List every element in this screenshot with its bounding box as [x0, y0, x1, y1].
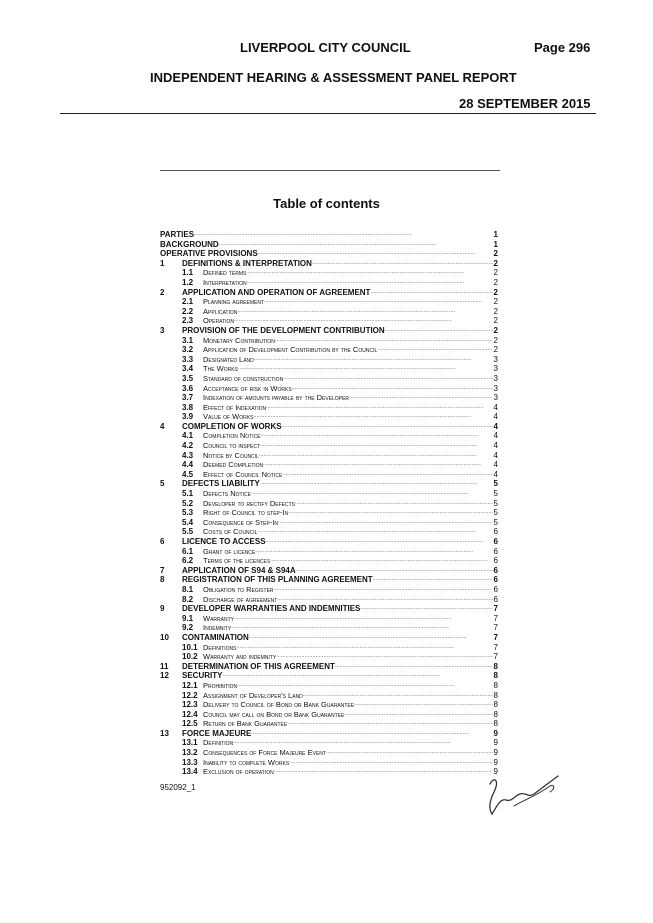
toc-entry-page: 4 [493, 450, 498, 460]
toc-entry-number: 3.1 [182, 335, 194, 345]
toc-entry-title: Terms of the licences [203, 556, 271, 566]
toc-leader-dots [274, 765, 493, 777]
document-reference: 952092_1 [160, 783, 196, 792]
toc-entry-title: Grant of licence [203, 546, 256, 556]
toc-entry-number: 12.2 [182, 690, 198, 700]
toc-entry-number: 1 [160, 258, 165, 268]
toc-entry-title: APPLICATION OF S94 & S94A [182, 565, 296, 575]
toc-entry-number: 3.8 [182, 402, 194, 412]
toc-entry-number: 12 [160, 671, 169, 681]
toc-entry-title: Notice by Council [203, 450, 259, 460]
toc-entry-number: 1.2 [182, 277, 194, 287]
toc-entry-title: Consequence of Step-In [203, 517, 279, 527]
toc-entry-number: 9 [160, 604, 165, 614]
toc-entry-page: 9 [493, 757, 498, 767]
toc-entry-number: 10.2 [182, 652, 198, 662]
toc-entry-page: 7 [493, 632, 498, 642]
toc-entry-number: 9.2 [182, 623, 194, 633]
toc-entry-title: Assignment of Developer's Land [203, 690, 303, 700]
toc-entry-title: Return of Bank Guarantee [203, 719, 288, 729]
toc-entry-title: DEVELOPER WARRANTIES AND INDEMNITIES [182, 604, 361, 614]
toc-entry-number: 3.3 [182, 354, 194, 364]
toc-entry-title: Definitions [203, 642, 237, 652]
toc-entry-number: 4.1 [182, 431, 194, 441]
toc-entry-title: COMPLETION OF WORKS [182, 421, 282, 431]
toc-entry-page: 7 [493, 642, 498, 652]
toc-entry-page: 3 [493, 364, 498, 374]
toc-entry-page: 4 [493, 460, 498, 470]
toc-entry-number: 8.1 [182, 584, 194, 594]
toc-title: Table of contents [273, 196, 380, 211]
toc-entry-title: DETERMINATION OF THIS AGREEMENT [182, 661, 335, 671]
toc-entry-number: 13.2 [182, 748, 198, 758]
toc-entry-title: REGISTRATION OF THIS PLANNING AGREEMENT [182, 575, 373, 585]
toc-entry-number: 4.2 [182, 441, 194, 451]
toc-entry-page: 9 [493, 748, 498, 758]
toc-entry-title: Application of Development Contribution by the Council [203, 345, 378, 355]
toc-entry-page: 5 [493, 517, 498, 527]
toc-entry-page: 2 [493, 325, 498, 335]
toc-entry-page: 6 [493, 537, 498, 546]
toc-entry-page: 5 [493, 479, 498, 489]
toc-entry-page: 6 [493, 575, 498, 585]
toc-entry-page: 2 [493, 297, 498, 307]
toc-entry-number: 3.2 [182, 345, 194, 355]
toc-entry-page: 5 [493, 489, 498, 499]
toc-entry-page: 3 [493, 393, 498, 403]
toc-entry-page: 4 [493, 469, 498, 479]
toc-entry-page: 8 [493, 700, 498, 710]
toc-entry-page: 9 [493, 767, 498, 777]
toc-entry-page: 2 [493, 268, 498, 278]
toc-entry-title: Deemed Completion [203, 460, 264, 470]
toc-entry-number: 9.1 [182, 613, 194, 623]
toc-entry-title: Warranty [203, 613, 234, 623]
toc-entry-number: 10 [160, 632, 169, 642]
toc-entry-title: CONTAMINATION [182, 632, 249, 642]
toc-entry-title: Council to inspect [203, 441, 260, 451]
toc-entry-number: 6.2 [182, 556, 194, 566]
toc-entry-number: 3.7 [182, 393, 194, 403]
toc-entry-title: Value of Works [203, 412, 254, 422]
toc-entry-title: Right of Council to step-In [203, 508, 289, 518]
toc-entry-title: APPLICATION AND OPERATION OF AGREEMENT [182, 287, 371, 297]
toc-entry-page: 4 [493, 441, 498, 451]
signature-icon [484, 770, 564, 820]
toc-entry-page: 6 [493, 546, 498, 556]
toc-entry-title: DEFECTS LIABILITY [182, 479, 260, 489]
toc-entry-number: 5.2 [182, 498, 194, 508]
toc-entry-page: 4 [493, 431, 498, 441]
toc-entry-number: 10.1 [182, 642, 198, 652]
toc-entry-page: 8 [493, 690, 498, 700]
toc-entry-number: 4.5 [182, 469, 194, 479]
toc-entry-page: 6 [493, 527, 498, 537]
toc-entry-number: 5.3 [182, 508, 194, 518]
toc-entry-number: 5.1 [182, 489, 194, 499]
toc-entry-title: Monetary Contribution [203, 335, 275, 345]
toc-entry-number: 4.4 [182, 460, 194, 470]
toc-entry-page: 2 [493, 345, 498, 355]
page-number: Page 296 [534, 40, 591, 55]
toc-entry-number: 2.3 [182, 316, 194, 326]
toc-entry-page: 3 [493, 383, 498, 393]
header-rule [60, 113, 596, 114]
toc-entry-title: Indexation of amounts payable by the Developer [203, 393, 350, 403]
report-title: INDEPENDENT HEARING & ASSESSMENT PANEL REPORT [150, 70, 517, 85]
toc-entry-number: 12.1 [182, 680, 198, 690]
council-name: LIVERPOOL CITY COUNCIL [240, 40, 411, 55]
toc-entry-number: 12.5 [182, 719, 198, 729]
toc-entry-title: BACKGROUND [160, 239, 219, 249]
toc-entry-title: Operation [203, 316, 235, 326]
toc-entry-number: 13.3 [182, 757, 198, 767]
toc-entry-page: 4 [493, 412, 498, 422]
toc-entry-page: 8 [493, 719, 498, 729]
table-of-contents [160, 230, 498, 777]
toc-entry-title: LICENCE TO ACCESS [182, 537, 266, 546]
toc-entry-page: 5 [493, 498, 498, 508]
toc-entry-title: The Works [203, 364, 238, 374]
toc-entry-title: OPERATIVE PROVISIONS [160, 249, 258, 259]
toc-entry-page: 6 [493, 565, 498, 575]
toc-entry-number: 3.4 [182, 364, 194, 374]
toc-entry-title: FORCE MAJEURE [182, 728, 252, 738]
toc-entry-page: 2 [493, 258, 498, 268]
toc-entry-title: DEFINITIONS & INTERPRETATION [182, 258, 312, 268]
toc-entry-page: 2 [493, 335, 498, 345]
toc-entry-title: Indemnity [203, 623, 232, 633]
toc-entry-number: 13.4 [182, 767, 198, 777]
toc-entry-number: 11 [160, 661, 169, 671]
toc-entry-title: Effect of Indexation [203, 402, 267, 412]
toc-entry-number: 5 [160, 479, 165, 489]
toc-entry-page: 1 [493, 230, 498, 239]
toc-entry-page: 2 [493, 287, 498, 297]
toc-entry-title: Defects Notice [203, 489, 251, 499]
toc-entry-page: 3 [493, 373, 498, 383]
toc-entry-title: Application [203, 306, 238, 316]
toc-entry-title: PARTIES [160, 230, 195, 239]
toc-entry-title: Designated Land [203, 354, 254, 364]
toc-entry-title: Costs of Council [203, 527, 258, 537]
toc-entry-title: Acceptance of risk in Works [203, 383, 292, 393]
toc-entry-page: 4 [493, 421, 498, 431]
toc-entry-page: 1 [493, 239, 498, 249]
toc-entry-number: 4.3 [182, 450, 194, 460]
toc-entry-number: 6 [160, 537, 165, 546]
toc-entry-number: 12.4 [182, 709, 198, 719]
toc-entry-title: Completion Notice [203, 431, 261, 441]
toc-entry-page: 6 [493, 556, 498, 566]
toc-entry-number: 2 [160, 287, 165, 297]
toc-entry-title: Council may call on Bond or Bank Guarantee [203, 709, 345, 719]
toc-entry-title: Planning agreement [203, 297, 264, 307]
toc-entry-number: 5.5 [182, 527, 194, 537]
toc-entry-number: 12.3 [182, 700, 198, 710]
toc-entry-title: PROVISION OF THE DEVELOPMENT CONTRIBUTION [182, 325, 385, 335]
toc-entry-title: Defined terms [203, 268, 247, 278]
toc-entry-title: Developer to rectify Defects [203, 498, 296, 508]
toc-entry-page: 5 [493, 508, 498, 518]
toc-entry-page: 8 [493, 680, 498, 690]
toc-entry-title: Effect of Council Notice [203, 469, 283, 479]
toc-entry-number: 4 [160, 421, 165, 431]
toc-entry-page: 8 [493, 709, 498, 719]
document-rule [160, 170, 500, 171]
toc-entry-title: Prohibition [203, 680, 238, 690]
toc-entry-title: Interpretation [203, 277, 247, 287]
toc-entry-number: 3.5 [182, 373, 194, 383]
toc-entry-title: Delivery to Council of Bond or Bank Guarantee [203, 700, 355, 710]
toc-entry-page: 9 [493, 738, 498, 748]
toc-entry-title: Exclusion of operation [203, 767, 274, 777]
toc-entry-number: 3 [160, 325, 165, 335]
toc-entry-number: 8 [160, 575, 165, 585]
toc-entry-title: Obligation to Register [203, 584, 274, 594]
toc-entry-title: Discharge of agreement [203, 594, 278, 604]
toc-entry-page: 4 [493, 402, 498, 412]
toc-entry-title: SECURITY [182, 671, 223, 681]
toc-entry-page: 7 [493, 604, 498, 614]
toc-entry-page: 6 [493, 594, 498, 604]
toc-entry-page: 2 [493, 306, 498, 316]
toc-entry-number: 3.9 [182, 412, 194, 422]
toc-entry-page: 7 [493, 613, 498, 623]
toc-entry-title: Warranty and indemnity [203, 652, 277, 662]
toc-entry-number: 13 [160, 728, 169, 738]
toc-entry-title: Inability to complete Works [203, 757, 290, 767]
toc-entry-number: 8.2 [182, 594, 194, 604]
toc-entry-page: 3 [493, 354, 498, 364]
toc-entry-number: 13.1 [182, 738, 198, 748]
toc-entry-number: 1.1 [182, 268, 194, 278]
toc-entry-number: 7 [160, 565, 165, 575]
toc-entry-number: 2.1 [182, 297, 194, 307]
toc-entry-page: 2 [493, 316, 498, 326]
toc-entry-page: 2 [493, 249, 498, 259]
toc-entry-title: Consequences of Force Majeure Event [203, 748, 326, 758]
toc-entry-number: 3.6 [182, 383, 194, 393]
toc-entry-page: 6 [493, 584, 498, 594]
toc-entry-page: 8 [493, 671, 498, 681]
toc-entry-number: 5.4 [182, 517, 194, 527]
toc-entry-page: 7 [493, 623, 498, 633]
toc-entry-page: 8 [493, 661, 498, 671]
toc-entry-title: Standard of construction [203, 373, 284, 383]
report-date: 28 SEPTEMBER 2015 [459, 96, 591, 111]
toc-entry-page: 9 [493, 728, 498, 738]
toc-entry-page: 2 [493, 277, 498, 287]
toc-entry-number: 2.2 [182, 306, 194, 316]
toc-entry-page: 7 [493, 652, 498, 662]
toc-entry-title: Definition [203, 738, 234, 748]
toc-entry-number: 6.1 [182, 546, 194, 556]
toc-entry [160, 767, 498, 777]
